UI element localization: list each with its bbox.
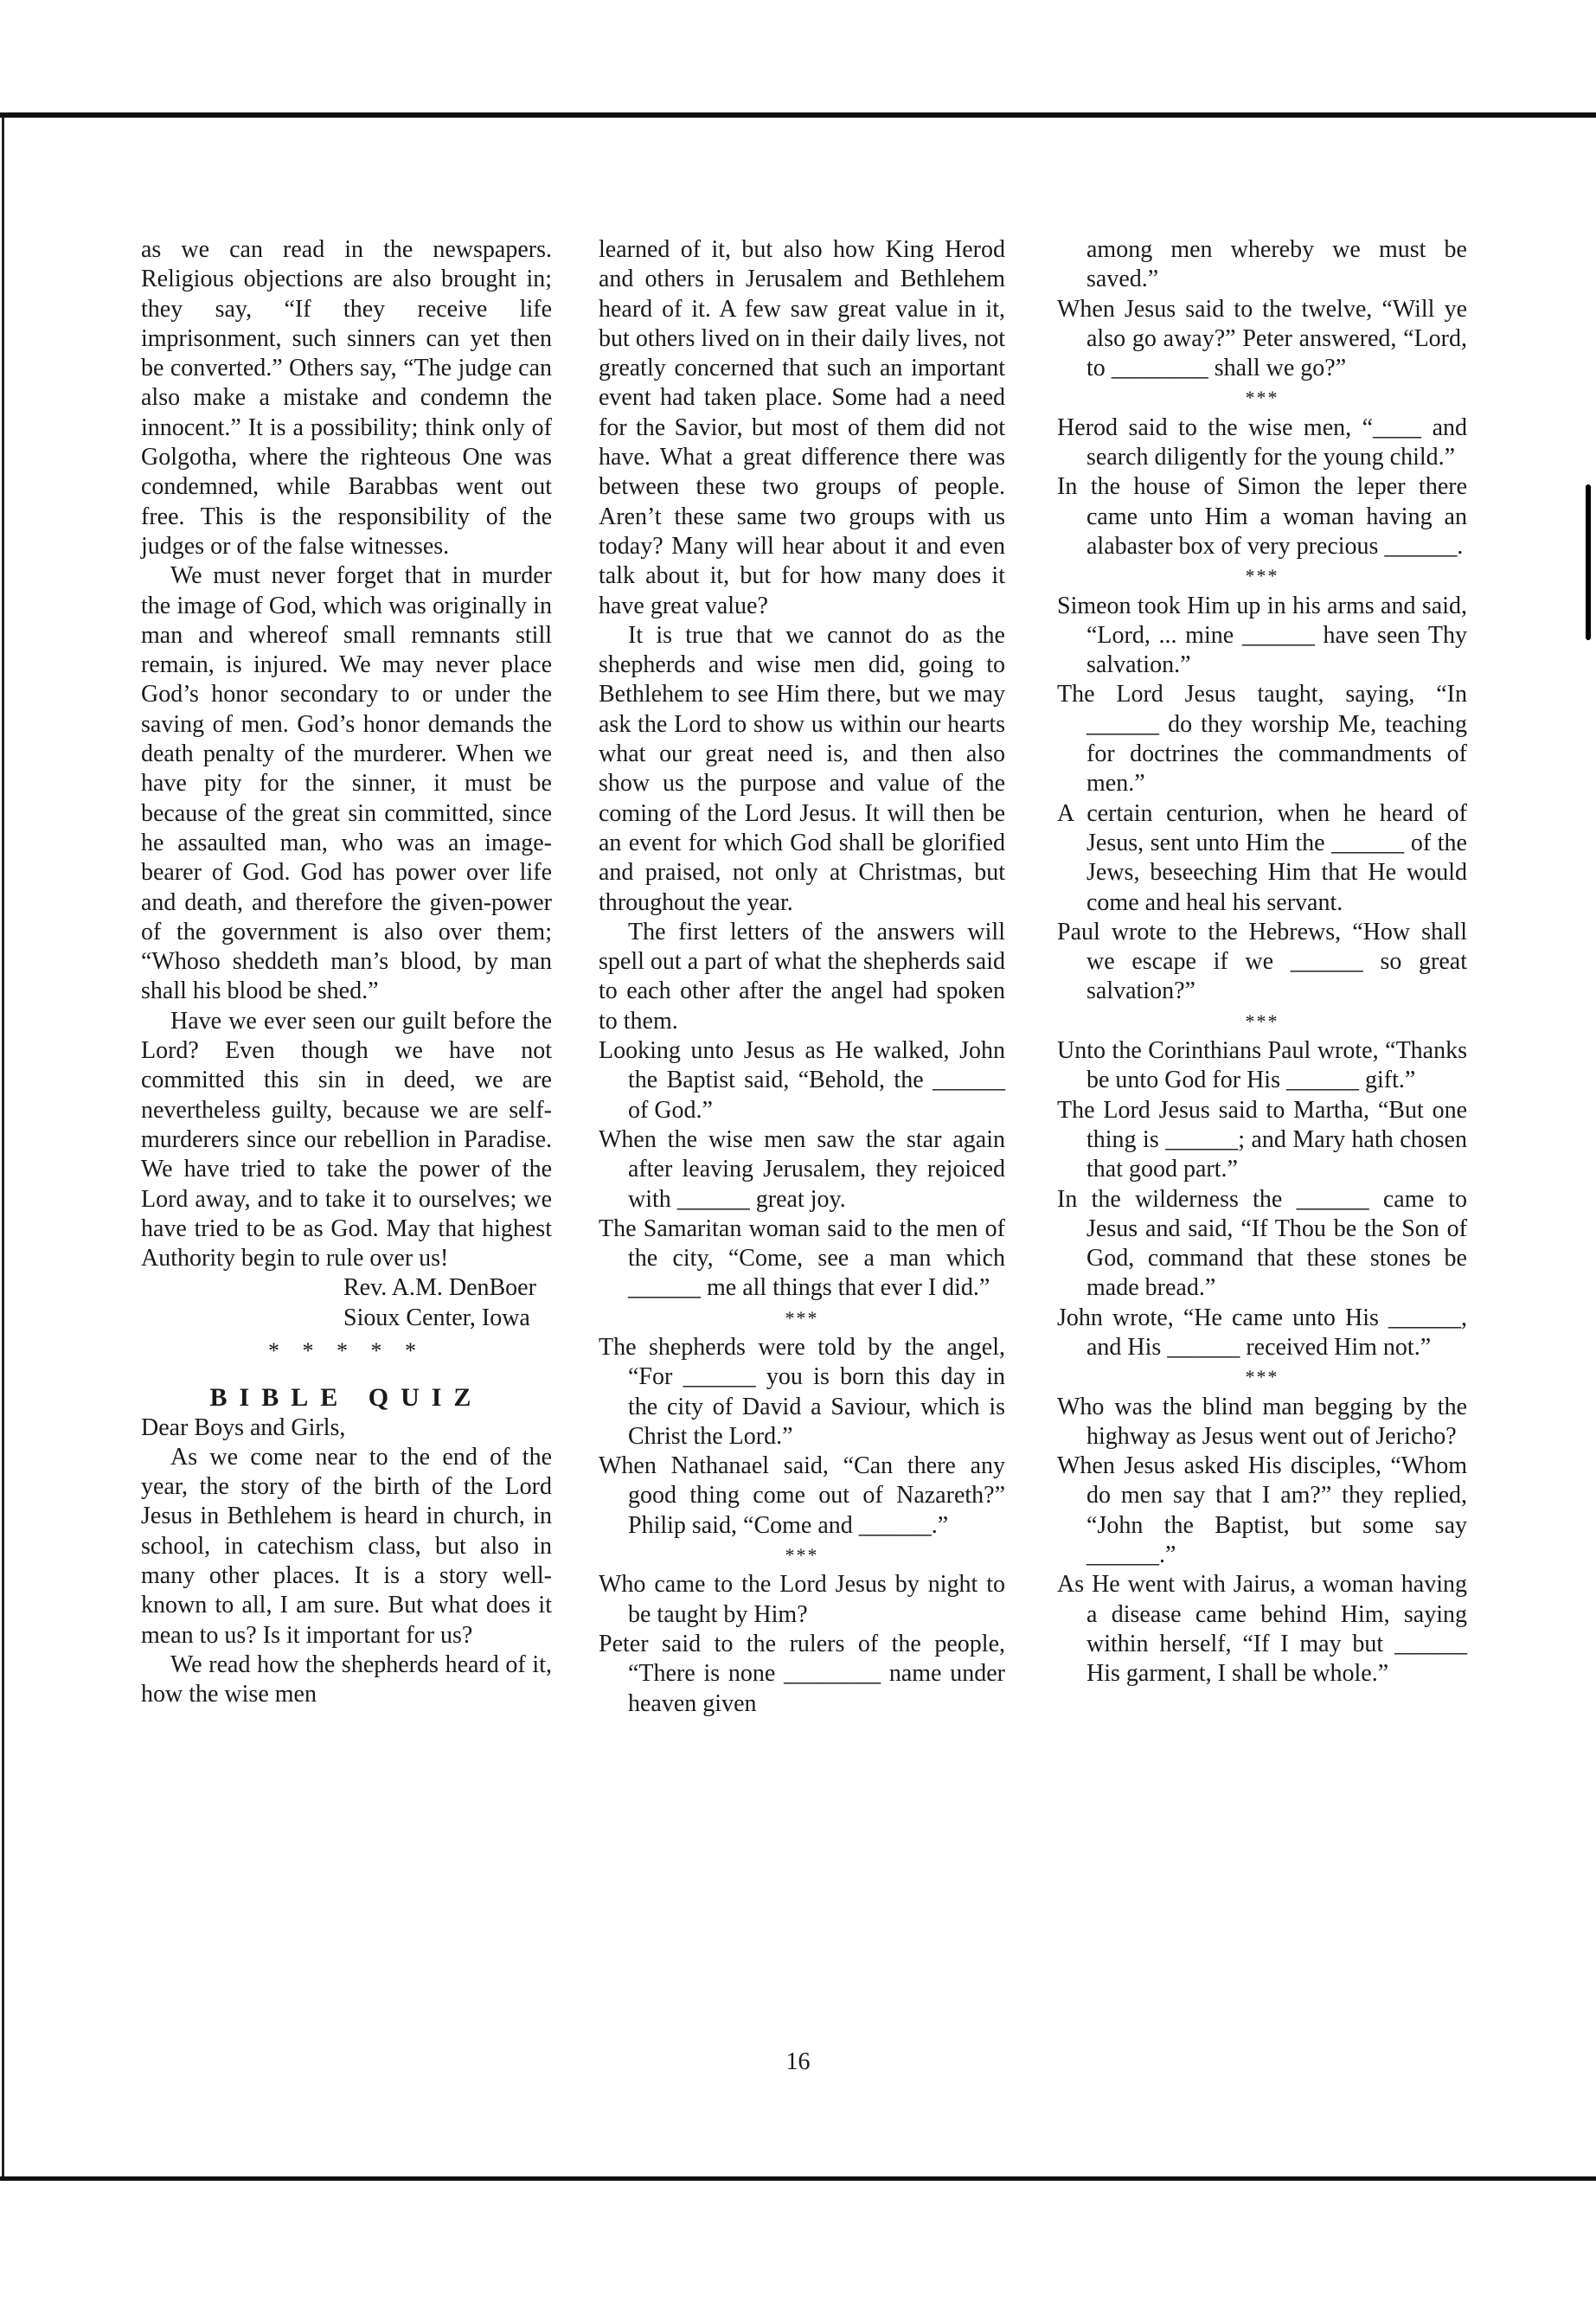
quiz-question: Who was the blind man begging by the highway as Jesus went out of Jericho? — [1057, 1393, 1467, 1450]
quiz-question: The Lord Jesus taught, saying, “In ______ do they worship Me, teaching for doctrines the commandments of men.” — [1057, 681, 1467, 798]
column-1 — [141, 235, 552, 1710]
quiz-intro-paragraph: As we come near to the end of the year, the story of the birth of the Lord Jesus in Bethlehem is heard in church, in school, in catechism class, but also in many other places. It is a story well-known to all, I am sure. But what does it mean to us? Is it important for us? — [141, 1443, 552, 1649]
quiz-intro-continuation: learned of it, but also how King Herod and others in Jerusalem and Bethlehem heard of it. A few saw great value in it, but others lived on in their daily lives, not greatly concerned that such an important event had taken place. Some had a need for the Savior, but most of them did not have. What a great difference there was between these two groups of people. Aren’t these same two groups with us today? Many will hear about it and even talk about it, but for how many does it have great value? — [599, 236, 1005, 619]
scan-edge-right — [1586, 484, 1591, 640]
quiz-question: Herod said to the wise men, “____ and search diligently for the young child.” — [1057, 413, 1467, 471]
quiz-question: When the wise men saw the star again after leaving Jerusalem, they rejoiced with ______ great joy. — [599, 1125, 1005, 1213]
quiz-question: The Lord Jesus said to Martha, “But one thing is ______; and Mary hath chosen that good part.” — [1057, 1096, 1467, 1183]
quiz-question: When Nathanael said, “Can there any good thing come out of Nazareth?” Philip said, “Come and ______.” — [599, 1452, 1005, 1539]
question-separator: *** — [1245, 1366, 1279, 1388]
scan-edge-left — [2, 118, 4, 2176]
section-divider: * * * * * — [268, 1337, 425, 1363]
quiz-question: The Samaritan woman said to the men of the city, “Come, see a man which ______ me all things that ever I did.” — [599, 1215, 1005, 1302]
scan-border-top — [0, 112, 1596, 118]
quiz-title: BIBLE QUIZ — [209, 1383, 484, 1413]
quiz-question: Looking unto Jesus as He walked, John the Baptist said, “Behold, the ______ of God.” — [599, 1037, 1005, 1124]
quiz-question: When Jesus said to the twelve, “Will ye also go away?” Peter answered, “Lord, to ________ shall we go?” — [1057, 295, 1467, 382]
author-name: Rev. A.M. DenBoer — [343, 1274, 536, 1302]
quiz-instructions: The first letters of the answers will spell out a part of what the shepherds said to each other after the angel had spoken to them. — [599, 918, 1005, 1035]
quiz-question: The shepherds were told by the angel, “For ______ you is born this day in the city of David a Saviour, which is Christ the Lord.” — [599, 1333, 1005, 1450]
quiz-question: In the wilderness the ______ came to Jesus and said, “If Thou be the Son of God, command that these stones be made bread.” — [1057, 1185, 1467, 1302]
quiz-greeting: Dear Boys and Girls, — [141, 1413, 346, 1441]
quiz-question: Unto the Corinthians Paul wrote, “Thanks be unto God for His ______ gift.” — [1057, 1037, 1467, 1094]
quiz-question-continuation: among men whereby we must be saved.” — [1086, 236, 1467, 293]
quiz-question: John wrote, “He came unto His ______, and His ______ received Him not.” — [1057, 1304, 1467, 1361]
quiz-question: Who came to the Lord Jesus by night to be taught by Him? — [599, 1571, 1005, 1628]
quiz-question: When Jesus asked His disciples, “Whom do men say that I am?” they replied, “John the Baptist, but some say ______.” — [1057, 1452, 1467, 1569]
quiz-question: As He went with Jairus, a woman having a disease came behind Him, saying within herself, “If I may but ______ His garment, I shall be whole.” — [1057, 1571, 1467, 1688]
quiz-question: Peter said to the rulers of the people, “There is none ________ name under heaven given — [599, 1630, 1005, 1717]
page-number: 16 — [785, 2048, 811, 2075]
article-paragraph: Have we ever seen our guilt before the Lord? Even though we have not committed this sin in deed, we are nevertheless guilty, because we are self-murderers since our rebellion in Paradise. We have tried to take the power of the Lord away, and to take it to ourselves; we have tried to be as God. May that highest Authority begin to rule over us! — [141, 1007, 552, 1272]
quiz-intro-paragraph: It is true that we cannot do as the shepherds and wise men did, going to Bethlehem to see Him there, but we may ask the Lord to show us within our hearts what our great need is, and then also show us the purpose and value of the coming of the Lord Jesus. It will then be an event for which God shall be glorified and praised, not only at Christmas, but throughout the year. — [599, 621, 1005, 916]
question-separator: *** — [785, 1306, 819, 1329]
question-separator: *** — [1245, 387, 1279, 409]
article-paragraph: We must never forget that in murder the image of God, which was originally in man and whereof small remnants still remain, is injured. We may never place God’s honor secondary to or under the saving of men. God’s honor demands the death penalty of the murderer. When we have pity for the sinner, it must be because of the great sin committed, since he assaulted man, who was an image-bearer of God. God has power over life and death, and therefore the given-power of the government is also over them; “Whoso sheddeth man’s blood, by man shall his blood be shed.” — [141, 562, 552, 1005]
question-separator: *** — [1245, 565, 1279, 587]
scan-border-bottom — [0, 2176, 1596, 2181]
quiz-question: In the house of Simon the leper there came unto Him a woman having an alabaster box of very precious ______. — [1057, 473, 1467, 560]
question-separator: *** — [785, 1544, 819, 1567]
question-separator: *** — [1245, 1009, 1279, 1032]
quiz-question: Simeon took Him up in his arms and said, “Lord, ... mine ______ have seen Thy salvation.” — [1057, 592, 1467, 679]
quiz-question: A certain centurion, when he heard of Jesus, sent unto Him the ______ of the Jews, beseeching Him that He would come and heal his servant. — [1057, 799, 1467, 916]
author-place: Sioux Center, Iowa — [343, 1304, 530, 1331]
quiz-question: Paul wrote to the Hebrews, “How shall we escape if we ______ so great salvation?” — [1057, 918, 1467, 1005]
quiz-intro-paragraph: We read how the shepherds heard of it, how the wise men — [141, 1650, 552, 1708]
article-continuation: as we can read in the newspapers. Religious objections are also brought in; they say, “If they receive life imprisonment, such sinners can yet then be converted.” Others say, “The judge can also make a mistake and condemn the innocent.” It is a possibility; think only of Golgotha, where the righteous One was condemned, while Barabbas went out free. This is the responsibility of the judges or of the false witnesses. — [141, 236, 552, 560]
column-3 — [1057, 235, 1467, 1689]
column-2 — [599, 235, 1005, 1719]
